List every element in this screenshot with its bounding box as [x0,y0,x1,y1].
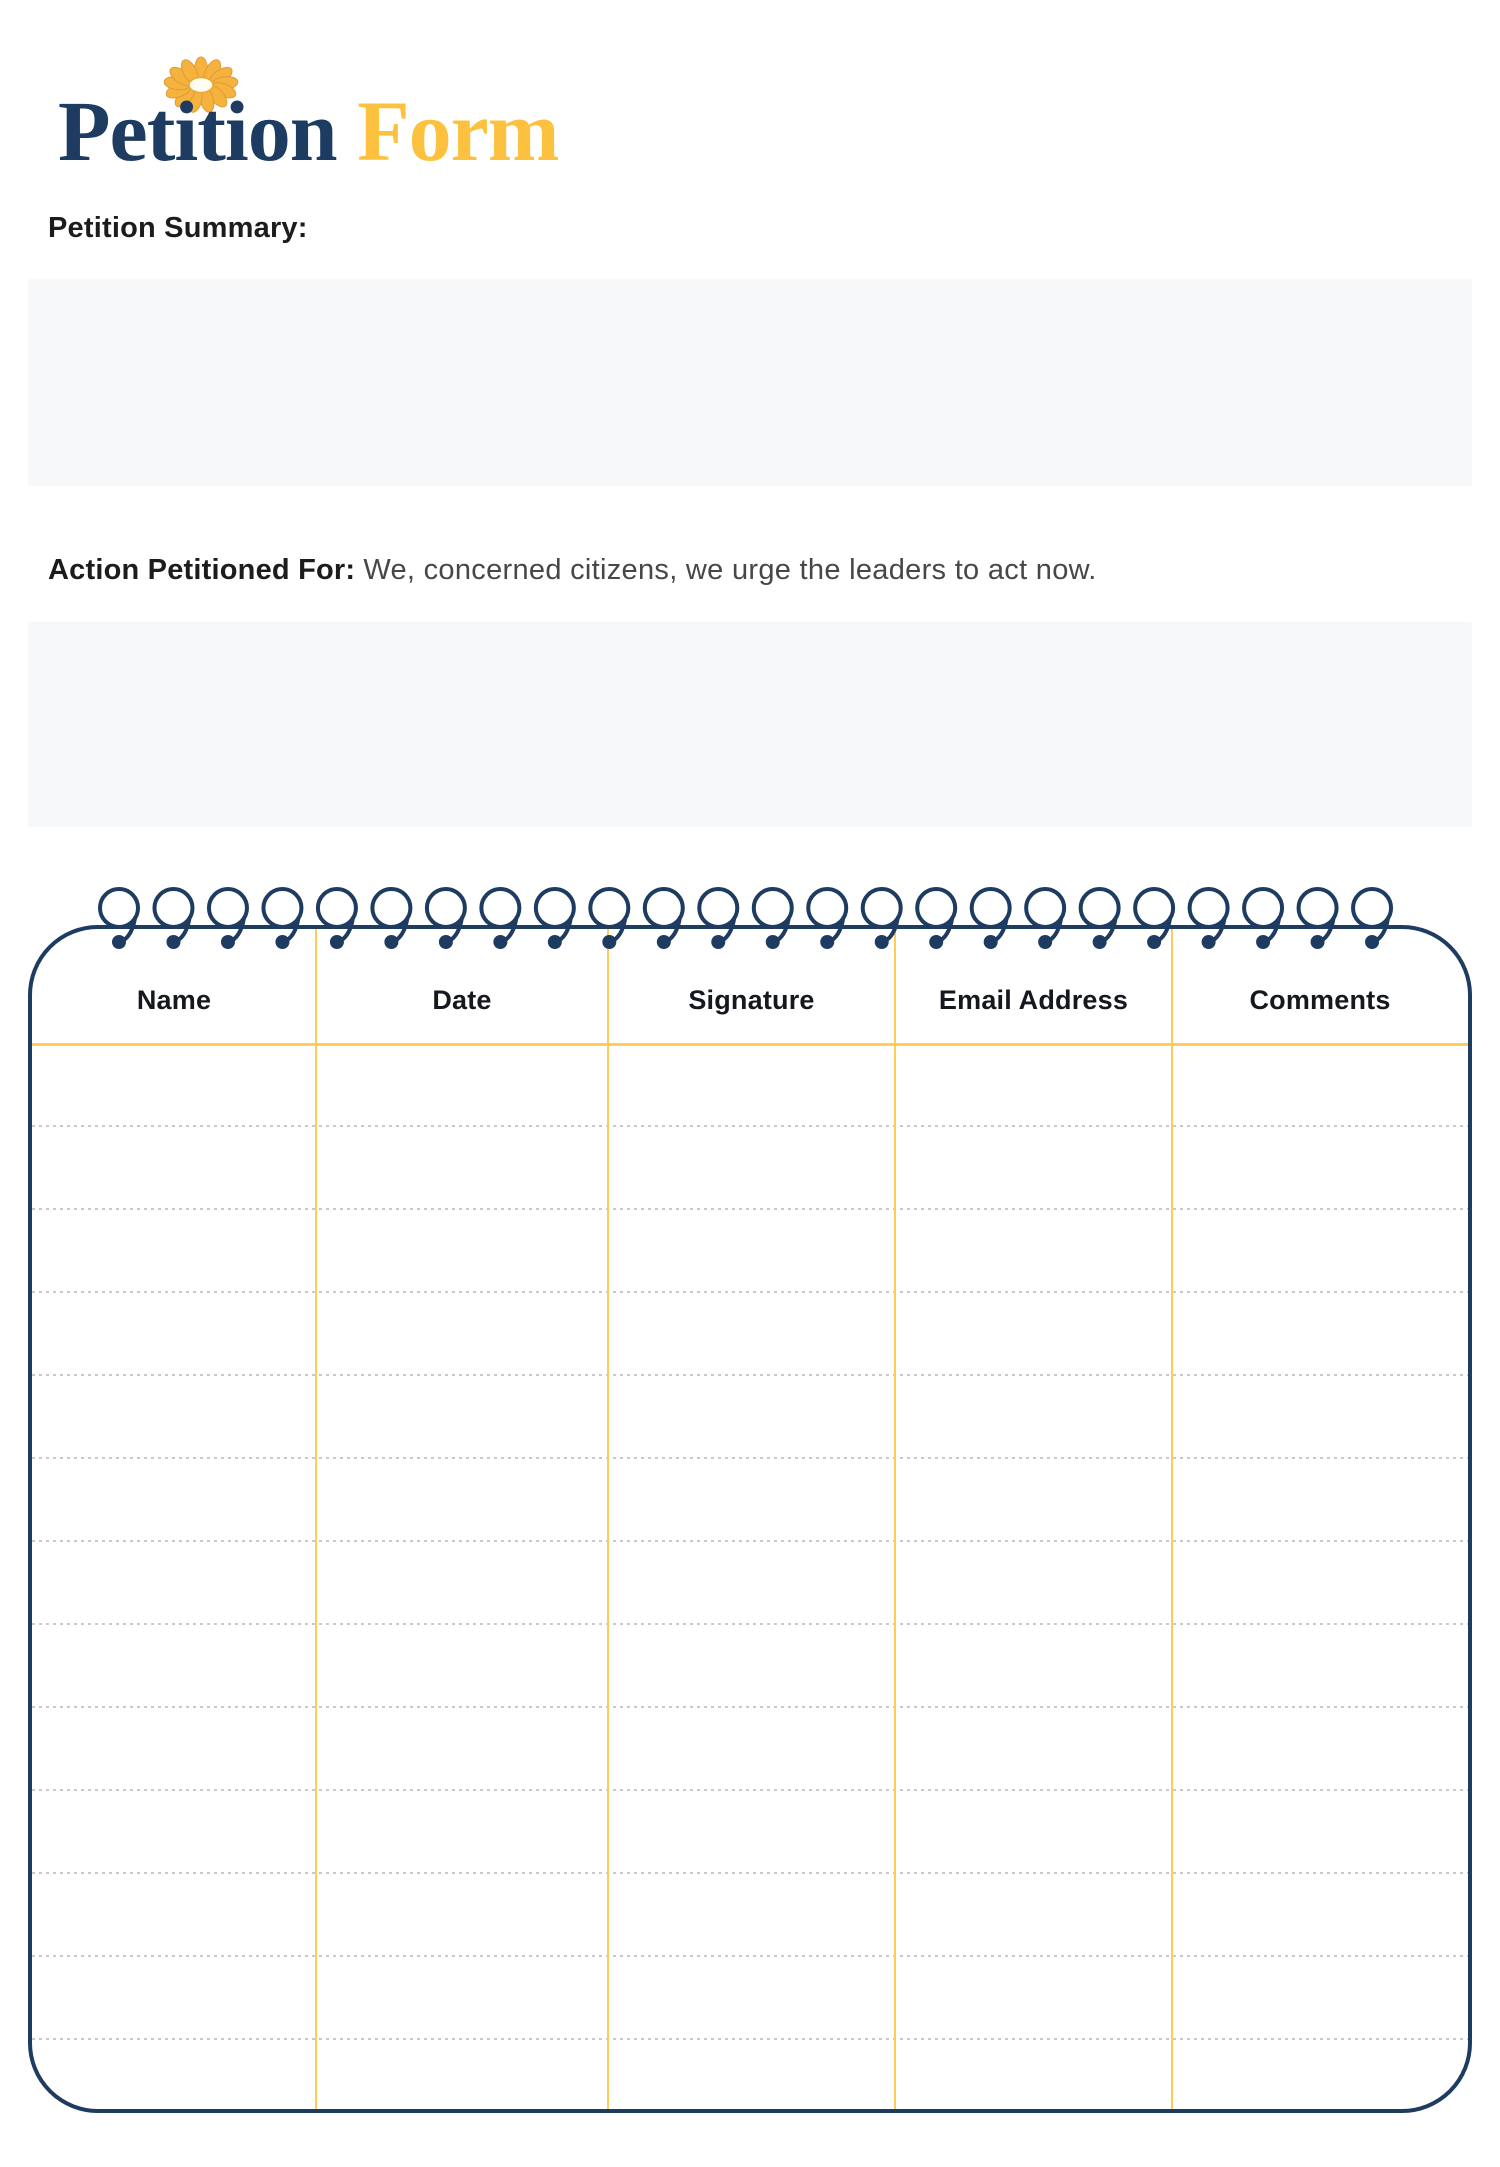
table-cell[interactable] [1172,1791,1468,1874]
table-cell[interactable] [1172,1874,1468,1957]
table-cell[interactable] [32,1046,316,1127]
column-header-signature: Signature [688,985,815,1015]
table-cell[interactable] [608,1046,895,1127]
table-cell[interactable] [32,1210,316,1293]
table-cell[interactable] [608,1459,895,1542]
table-row [32,1376,1468,1459]
petition-summary-field[interactable] [28,279,1472,486]
table-row [32,1708,1468,1791]
table-cell[interactable] [316,2040,608,2109]
table-cell[interactable] [895,1459,1172,1542]
table-row [32,1625,1468,1708]
table-cell[interactable] [1172,2040,1468,2109]
table-cell[interactable] [608,1874,895,1957]
table-cell[interactable] [895,1708,1172,1791]
table-cell[interactable] [316,1625,608,1708]
table-cell[interactable] [608,2040,895,2109]
table-cell[interactable] [316,1293,608,1376]
table-cell[interactable] [1172,1625,1468,1708]
table-row [32,1127,1468,1210]
table-cell[interactable] [1172,1210,1468,1293]
table-cell[interactable] [316,1376,608,1459]
table-cell[interactable] [895,1957,1172,2040]
table-cell[interactable] [316,1791,608,1874]
table-cell[interactable] [316,1708,608,1791]
table-cell[interactable] [1172,1046,1468,1127]
table-cell[interactable] [1172,1542,1468,1625]
table-row [32,1874,1468,1957]
table-cell[interactable] [32,1791,316,1874]
table-cell[interactable] [316,1874,608,1957]
column-header-comments: Comments [1249,985,1391,1015]
page-title-word-petition: Petition [58,83,337,179]
action-petitioned-label: Action Petitioned For: [48,554,356,586]
table-header-row [32,929,1468,1046]
table-cell[interactable] [895,1376,1172,1459]
table-cell[interactable] [1172,1376,1468,1459]
table-cell[interactable] [608,1376,895,1459]
table-cell[interactable] [316,1957,608,2040]
column-divider [894,929,896,2109]
column-header-name: Name [136,985,212,1015]
table-cell[interactable] [895,1874,1172,1957]
table-cell[interactable] [608,1542,895,1625]
table-cell[interactable] [608,1625,895,1708]
petition-summary-label: Petition Summary: [48,212,308,244]
table-cell[interactable] [316,1046,608,1127]
column-header-date: Date [432,985,492,1015]
column-header-email-address: Email Address [938,985,1129,1015]
table-cell[interactable] [1172,1708,1468,1791]
table-cell[interactable] [1172,1459,1468,1542]
table-row [32,1542,1468,1625]
table-cell[interactable] [608,1127,895,1210]
table-row [32,1957,1468,2040]
table-cell[interactable] [895,1791,1172,1874]
table-cell[interactable] [316,1127,608,1210]
table-cell[interactable] [316,1542,608,1625]
table-cell[interactable] [32,2040,316,2109]
signature-table [28,925,1472,2113]
table-cell[interactable] [32,1127,316,1210]
table-cell[interactable] [895,1127,1172,1210]
table-row [32,1293,1468,1376]
table-cell[interactable] [1172,1957,1468,2040]
table-cell[interactable] [32,1376,316,1459]
table-cell[interactable] [895,1210,1172,1293]
action-petitioned-line [48,554,1097,587]
table-cell[interactable] [32,1874,316,1957]
table-cell[interactable] [895,1542,1172,1625]
table-cell[interactable] [608,1210,895,1293]
table-cell[interactable] [608,1957,895,2040]
table-cell[interactable] [895,2040,1172,2109]
table-cell[interactable] [1172,1127,1468,1210]
table-cell[interactable] [32,1708,316,1791]
table-cell[interactable] [1172,1293,1468,1376]
table-cell[interactable] [895,1625,1172,1708]
table-row [32,1459,1468,1542]
table-cell[interactable] [895,1046,1172,1127]
column-divider [315,929,317,2109]
action-details-field[interactable] [28,622,1472,827]
page-title [58,83,559,179]
table-cell[interactable] [32,1957,316,2040]
table-cell[interactable] [608,1791,895,1874]
table-cell[interactable] [316,1459,608,1542]
action-petitioned-text: We, concerned citizens, we urge the leaders to act now. [363,554,1097,586]
table-cell[interactable] [32,1459,316,1542]
table-cell[interactable] [895,1293,1172,1376]
header-underline [32,1043,1468,1046]
table-row [32,1046,1468,1127]
table-cell[interactable] [608,1708,895,1791]
column-divider [1171,929,1173,2109]
table-cell[interactable] [608,1293,895,1376]
table-row [32,1791,1468,1874]
page-title-word-form: Form [357,83,559,179]
table-cell[interactable] [32,1542,316,1625]
table-row [32,2040,1468,2109]
column-divider [607,929,609,2109]
table-cell[interactable] [316,1210,608,1293]
table-cell[interactable] [32,1293,316,1376]
table-cell[interactable] [32,1625,316,1708]
table-row [32,1210,1468,1293]
